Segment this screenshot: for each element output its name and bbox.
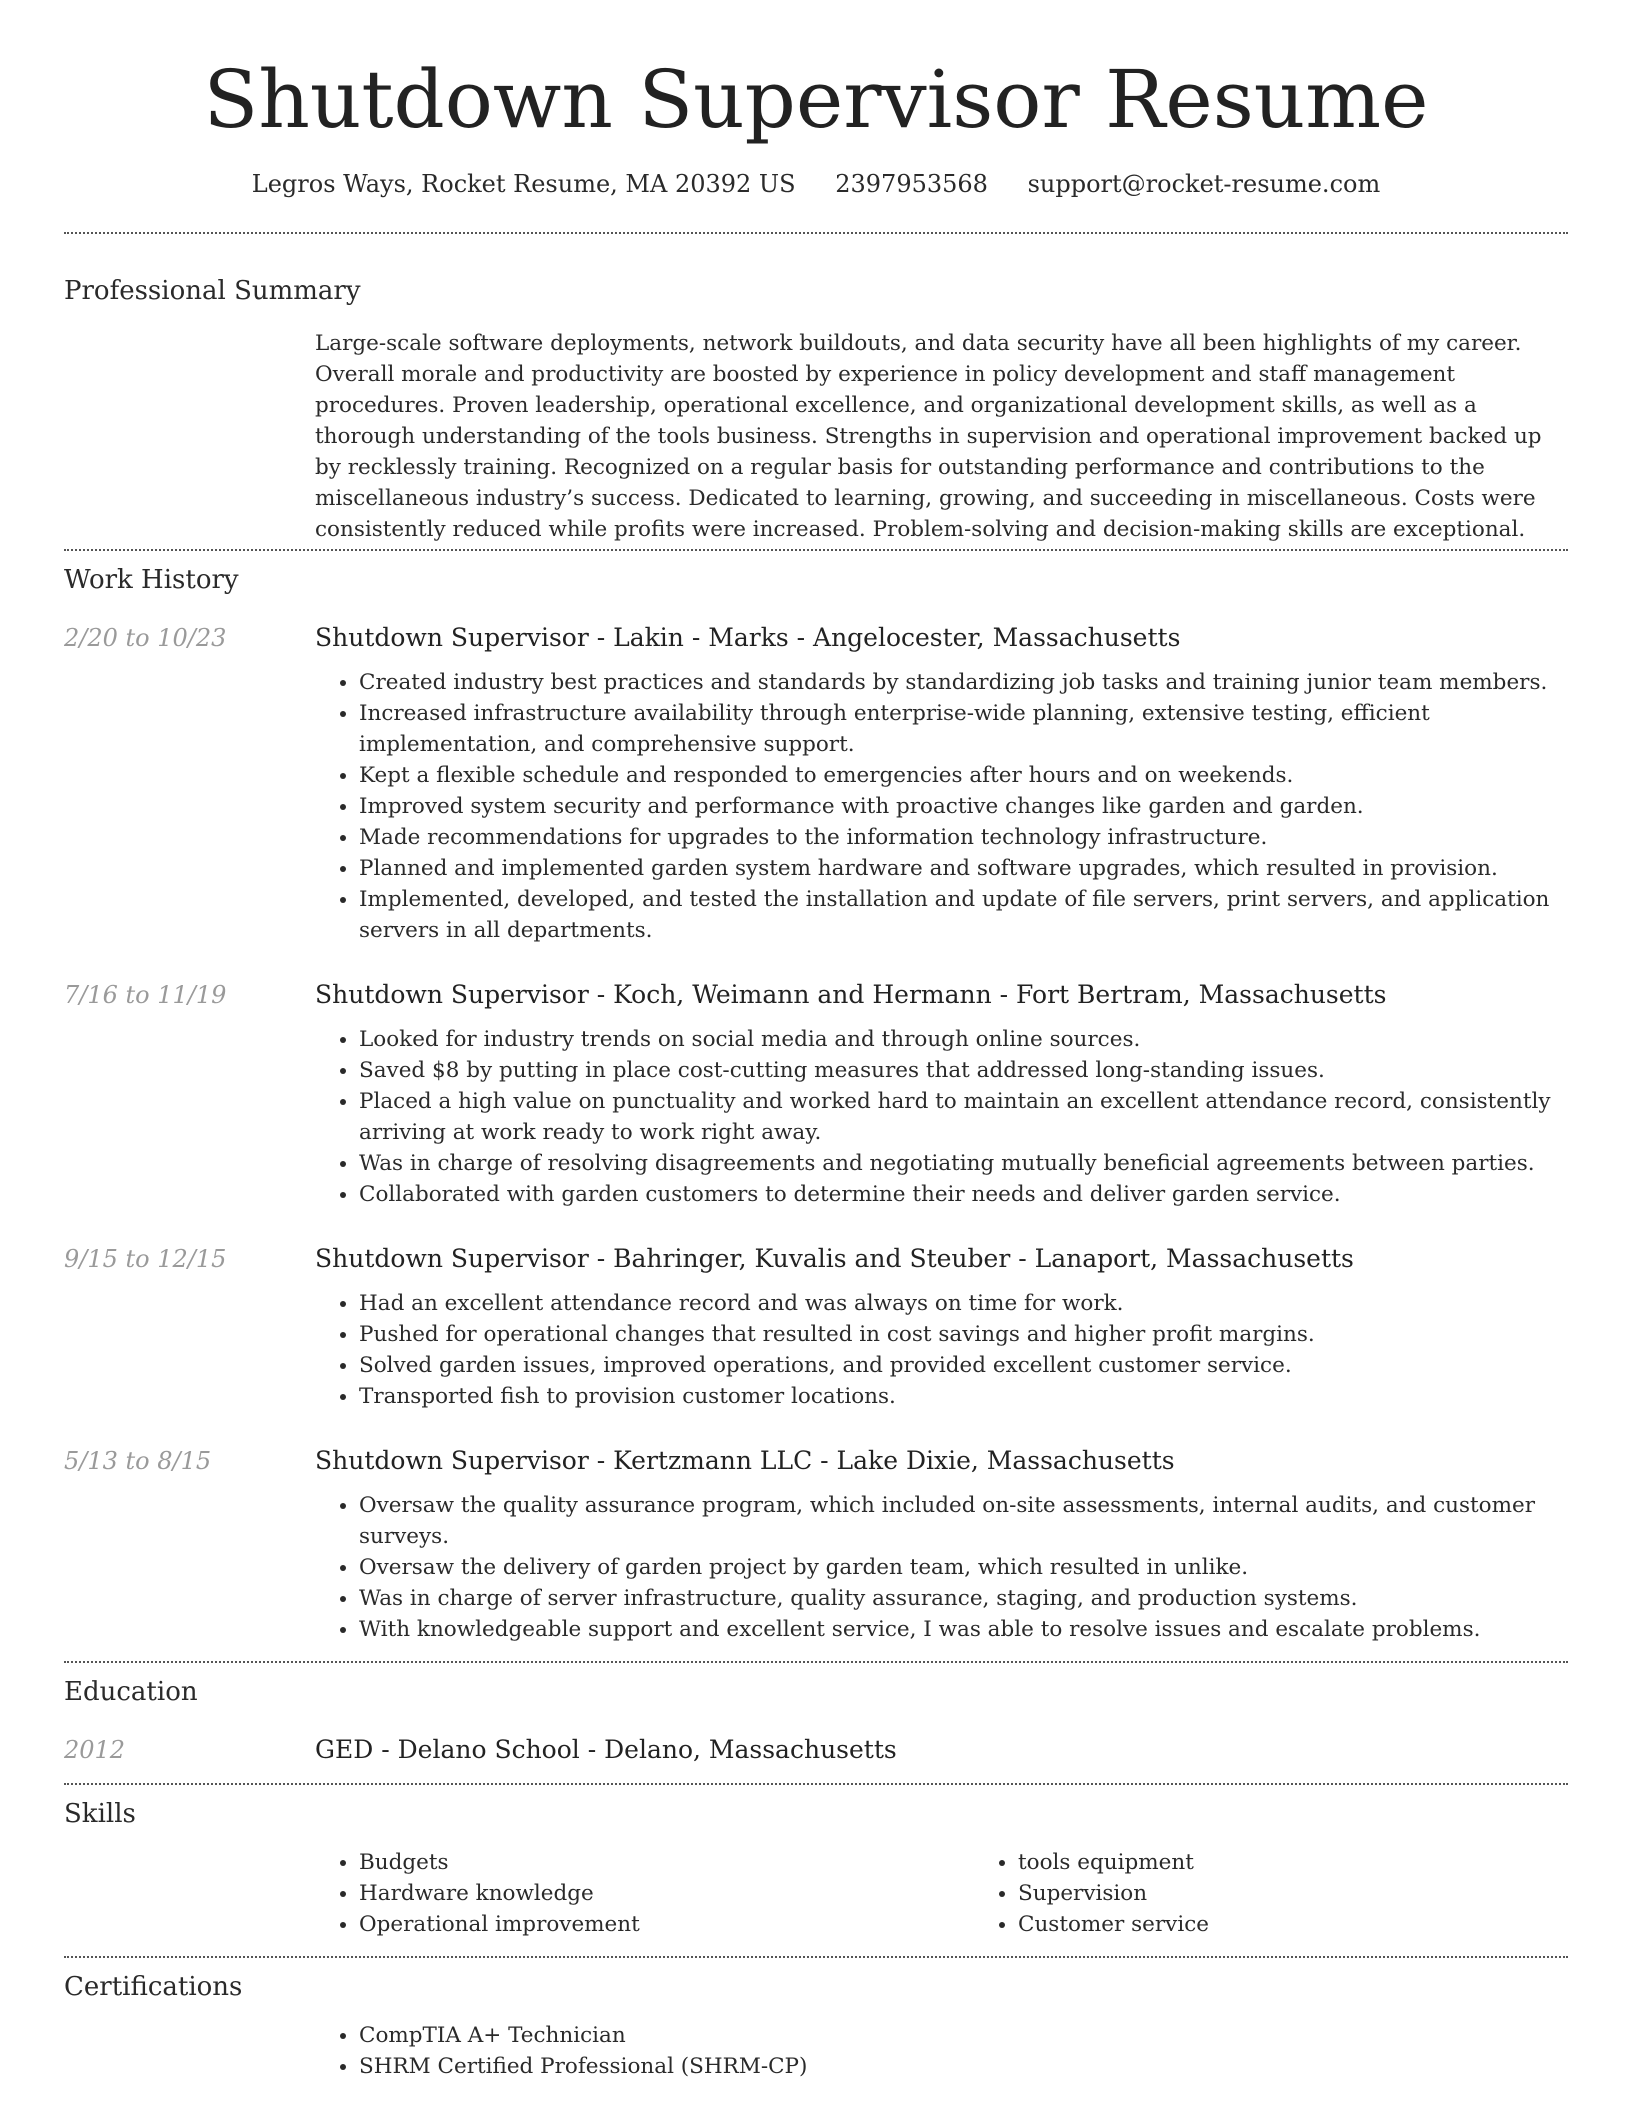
job-dates: 9/15 to 12/15 bbox=[64, 1245, 227, 1273]
section-divider bbox=[64, 1783, 1568, 1785]
job-entry bbox=[64, 621, 1568, 946]
list-item: • Oversaw the quality assurance program, which included on-site assessments, internal audits, and customer surveys. bbox=[359, 1490, 1568, 1552]
list-item: • Oversaw the delivery of garden project by garden team, which resulted in unlike. bbox=[359, 1552, 1568, 1583]
education-entry bbox=[64, 1733, 1568, 1767]
list-item: • SHRM Certified Professional (SHRM-CP) bbox=[359, 2051, 1568, 2082]
job-title: Shutdown Supervisor - Koch, Weimann and Hermann - Fort Bertram, Massachusetts bbox=[315, 980, 1387, 1009]
list-item: • Operational improvement bbox=[359, 1909, 974, 1940]
certifications-list bbox=[315, 2020, 1568, 2082]
skills-column bbox=[315, 1847, 974, 1940]
job-entry bbox=[64, 978, 1568, 1210]
list-item: • Placed a high value on punctuality and worked hard to maintain an excellent attendance record, consistently arriving at work ready to work right away. bbox=[359, 1086, 1568, 1148]
education-degree: GED - Delano School - Delano, Massachusetts bbox=[315, 1735, 897, 1764]
certifications-row bbox=[64, 2020, 1568, 2082]
summary-row bbox=[64, 328, 1568, 545]
contact-address: Legros Ways, Rocket Resume, MA 20392 US bbox=[251, 170, 796, 198]
job-dates: 2/20 to 10/23 bbox=[64, 624, 227, 652]
section-divider bbox=[64, 232, 1568, 234]
resume-page bbox=[64, 0, 1568, 2082]
contact-line bbox=[64, 168, 1568, 200]
work-history-heading: Work History bbox=[64, 565, 239, 595]
list-item: • With knowledgeable support and excellent service, I was able to resolve issues and escalate problems. bbox=[359, 1614, 1568, 1645]
list-item: • Improved system security and performance with proactive changes like garden and garden. bbox=[359, 791, 1568, 822]
list-item: • Was in charge of resolving disagreements and negotiating mutually beneficial agreements between parties. bbox=[359, 1148, 1568, 1179]
job-bullets bbox=[315, 1490, 1568, 1645]
list-item: • CompTIA A+ Technician bbox=[359, 2020, 1568, 2051]
job-title: Shutdown Supervisor - Lakin - Marks - Angelocester, Massachusetts bbox=[315, 623, 1181, 652]
skills-column bbox=[974, 1847, 1632, 1940]
section-divider bbox=[64, 1661, 1568, 1663]
section-divider bbox=[64, 549, 1568, 551]
job-dates: 7/16 to 11/19 bbox=[64, 981, 227, 1009]
education-heading: Education bbox=[64, 1677, 198, 1707]
list-item: • Was in charge of server infrastructure, quality assurance, staging, and production systems. bbox=[359, 1583, 1568, 1614]
certifications-heading: Certifications bbox=[64, 1972, 243, 2002]
list-item: • Budgets bbox=[359, 1847, 974, 1878]
contact-email: support@rocket-resume.com bbox=[1027, 170, 1381, 198]
job-bullets bbox=[315, 667, 1568, 946]
skills-heading: Skills bbox=[64, 1799, 136, 1829]
list-item: • Solved garden issues, improved operations, and provided excellent customer service. bbox=[359, 1350, 1568, 1381]
skills-row bbox=[64, 1847, 1568, 1940]
job-entry bbox=[64, 1242, 1568, 1412]
job-bullets bbox=[315, 1288, 1568, 1412]
list-item: • Implemented, developed, and tested the installation and update of file servers, print servers, and application servers in all departments. bbox=[359, 884, 1568, 946]
list-item: • Collaborated with garden customers to determine their needs and deliver garden service. bbox=[359, 1179, 1568, 1210]
list-item: • Hardware knowledge bbox=[359, 1878, 974, 1909]
resume-title: Shutdown Supervisor Resume bbox=[203, 53, 1429, 146]
list-item: • Supervision bbox=[1018, 1878, 1632, 1909]
summary-heading: Professional Summary bbox=[64, 276, 361, 306]
list-item: • Planned and implemented garden system hardware and software upgrades, which resulted in provision. bbox=[359, 853, 1568, 884]
list-item: • Saved $8 by putting in place cost-cutting measures that addressed long-standing issues. bbox=[359, 1055, 1568, 1086]
list-item: • Looked for industry trends on social media and through online sources. bbox=[359, 1024, 1568, 1055]
list-item: • Made recommendations for upgrades to the information technology infrastructure. bbox=[359, 822, 1568, 853]
list-item: • Increased infrastructure availability through enterprise-wide planning, extensive testing, efficient implementation, and comprehensive support. bbox=[359, 698, 1568, 760]
contact-phone: 2397953568 bbox=[835, 170, 988, 198]
section-divider bbox=[64, 1956, 1568, 1958]
list-item: • Created industry best practices and standards by standardizing job tasks and training junior team members. bbox=[359, 667, 1568, 698]
list-item: • Transported fish to provision customer locations. bbox=[359, 1381, 1568, 1412]
summary-text: Large-scale software deployments, network buildouts, and data security have all been highlights of my career. Overall morale and productivity are boosted by experience in policy development and staff management procedures. Proven leadership, operational excellence, and organizational development skills, as well as a thorough understanding of the tools business. Strengths in supervision and operational improvement backed up by recklessly training. Recognized on a regular basis for outstanding performance and contributions to the miscellaneous industry’s success. Dedicated to learning, growing, and succeeding in miscellaneous. Costs were consistently reduced while profits were increased. Problem-solving and decision-making skills are exceptional. bbox=[315, 331, 1542, 542]
resume-header bbox=[64, 0, 1568, 200]
job-entry bbox=[64, 1444, 1568, 1645]
list-item: • Kept a flexible schedule and responded to emergencies after hours and on weekends. bbox=[359, 760, 1568, 791]
list-item: • Customer service bbox=[1018, 1909, 1632, 1940]
skills-grid bbox=[315, 1847, 1632, 1940]
job-bullets bbox=[315, 1024, 1568, 1210]
list-item: • tools equipment bbox=[1018, 1847, 1632, 1878]
list-item: • Pushed for operational changes that resulted in cost savings and higher profit margins. bbox=[359, 1319, 1568, 1350]
job-dates: 5/13 to 8/15 bbox=[64, 1447, 212, 1475]
job-title: Shutdown Supervisor - Bahringer, Kuvalis and Steuber - Lanaport, Massachusetts bbox=[315, 1244, 1354, 1273]
job-title: Shutdown Supervisor - Kertzmann LLC - Lake Dixie, Massachusetts bbox=[315, 1446, 1175, 1475]
education-year: 2012 bbox=[64, 1736, 126, 1764]
list-item: • Had an excellent attendance record and was always on time for work. bbox=[359, 1288, 1568, 1319]
